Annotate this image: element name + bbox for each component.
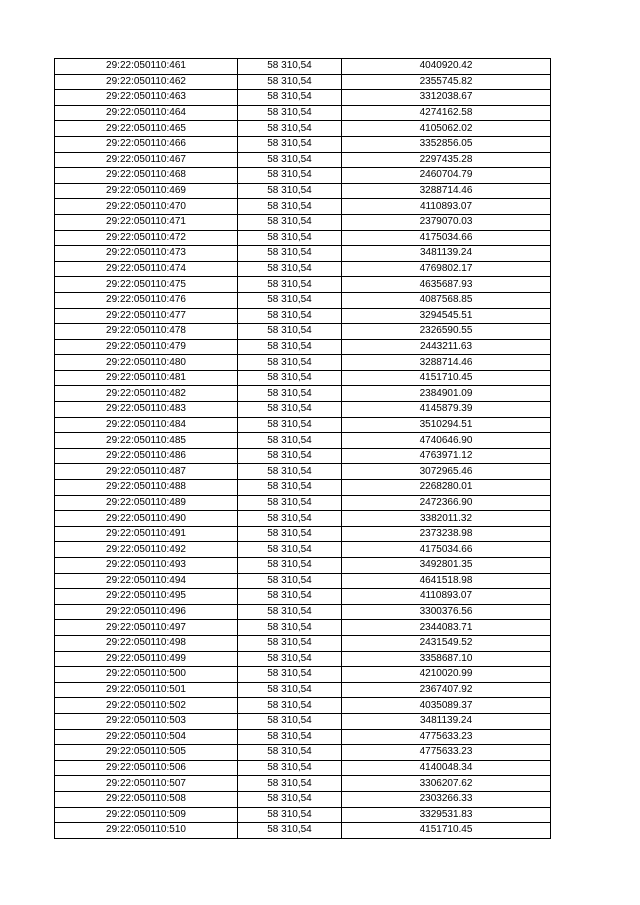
area-cell: 58 310,54 [238, 604, 342, 620]
value-cell: 2460704.79 [342, 168, 551, 184]
area-cell: 58 310,54 [238, 355, 342, 371]
table-row [55, 807, 551, 823]
area-cell: 58 310,54 [238, 59, 342, 75]
value-cell: 3294545.51 [342, 308, 551, 324]
value-cell: 3288714.46 [342, 183, 551, 199]
table-row [55, 105, 551, 121]
value-cell: 4175034.66 [342, 542, 551, 558]
table-row [55, 417, 551, 433]
table-row [55, 526, 551, 542]
area-cell: 58 310,54 [238, 667, 342, 683]
cadastral-number-cell: 29:22:050110:502 [55, 698, 238, 714]
value-cell: 3306207.62 [342, 776, 551, 792]
area-cell: 58 310,54 [238, 74, 342, 90]
value-cell: 3072965.46 [342, 464, 551, 480]
area-cell: 58 310,54 [238, 558, 342, 574]
cadastral-number-cell: 29:22:050110:504 [55, 729, 238, 745]
value-cell: 4151710.45 [342, 823, 551, 839]
table-row [55, 230, 551, 246]
table-row [55, 448, 551, 464]
table-row [55, 433, 551, 449]
cadastral-number-cell: 29:22:050110:472 [55, 230, 238, 246]
value-cell: 4035089.37 [342, 698, 551, 714]
table-row [55, 667, 551, 683]
area-cell: 58 310,54 [238, 324, 342, 340]
value-cell: 4635687.93 [342, 277, 551, 293]
area-cell: 58 310,54 [238, 261, 342, 277]
table-row [55, 558, 551, 574]
cadastral-number-cell: 29:22:050110:477 [55, 308, 238, 324]
table-row [55, 386, 551, 402]
value-cell: 2303266.33 [342, 791, 551, 807]
cadastral-number-cell: 29:22:050110:475 [55, 277, 238, 293]
cadastral-number-cell: 29:22:050110:476 [55, 292, 238, 308]
cadastral-number-cell: 29:22:050110:474 [55, 261, 238, 277]
value-cell: 2373238.98 [342, 526, 551, 542]
cadastral-number-cell: 29:22:050110:484 [55, 417, 238, 433]
table-row [55, 791, 551, 807]
table-row [55, 495, 551, 511]
table-row [55, 308, 551, 324]
area-cell: 58 310,54 [238, 823, 342, 839]
table-row [55, 183, 551, 199]
area-cell: 58 310,54 [238, 183, 342, 199]
table-row [55, 339, 551, 355]
value-cell: 3481139.24 [342, 246, 551, 262]
area-cell: 58 310,54 [238, 277, 342, 293]
value-cell: 4105062.02 [342, 121, 551, 137]
value-cell: 2384901.09 [342, 386, 551, 402]
area-cell: 58 310,54 [238, 698, 342, 714]
cadastral-number-cell: 29:22:050110:505 [55, 745, 238, 761]
cadastral-number-cell: 29:22:050110:478 [55, 324, 238, 340]
table-row [55, 713, 551, 729]
table-row [55, 480, 551, 496]
value-cell: 2326590.55 [342, 324, 551, 340]
table-row [55, 823, 551, 839]
table-row [55, 355, 551, 371]
cadastral-number-cell: 29:22:050110:465 [55, 121, 238, 137]
area-cell: 58 310,54 [238, 386, 342, 402]
value-cell: 4140048.34 [342, 760, 551, 776]
value-cell: 4763971.12 [342, 448, 551, 464]
value-cell: 4769802.17 [342, 261, 551, 277]
area-cell: 58 310,54 [238, 136, 342, 152]
area-cell: 58 310,54 [238, 168, 342, 184]
area-cell: 58 310,54 [238, 152, 342, 168]
table-row [55, 589, 551, 605]
value-cell: 4775633.23 [342, 729, 551, 745]
table-row [55, 402, 551, 418]
table-row [55, 261, 551, 277]
table-row [55, 246, 551, 262]
area-cell: 58 310,54 [238, 589, 342, 605]
value-cell: 3481139.24 [342, 713, 551, 729]
cadastral-number-cell: 29:22:050110:497 [55, 620, 238, 636]
value-cell: 2443211.63 [342, 339, 551, 355]
cadastral-number-cell: 29:22:050110:471 [55, 214, 238, 230]
cadastral-number-cell: 29:22:050110:470 [55, 199, 238, 215]
table-row [55, 620, 551, 636]
cadastral-number-cell: 29:22:050110:483 [55, 402, 238, 418]
value-cell: 3358687.10 [342, 651, 551, 667]
table-row [55, 168, 551, 184]
table-row [55, 573, 551, 589]
area-cell: 58 310,54 [238, 526, 342, 542]
value-cell: 2367407.92 [342, 682, 551, 698]
cadastral-number-cell: 29:22:050110:490 [55, 511, 238, 527]
table-body [55, 59, 551, 839]
area-cell: 58 310,54 [238, 760, 342, 776]
cadastral-number-cell: 29:22:050110:468 [55, 168, 238, 184]
cadastral-number-cell: 29:22:050110:509 [55, 807, 238, 823]
table-row [55, 152, 551, 168]
table-row [55, 59, 551, 75]
cadastral-number-cell: 29:22:050110:469 [55, 183, 238, 199]
cadastral-number-cell: 29:22:050110:489 [55, 495, 238, 511]
area-cell: 58 310,54 [238, 230, 342, 246]
cadastral-number-cell: 29:22:050110:466 [55, 136, 238, 152]
value-cell: 4274162.58 [342, 105, 551, 121]
value-cell: 2379070.03 [342, 214, 551, 230]
table-row [55, 121, 551, 137]
cadastral-number-cell: 29:22:050110:482 [55, 386, 238, 402]
value-cell: 2472366.90 [342, 495, 551, 511]
value-cell: 4641518.98 [342, 573, 551, 589]
table-row [55, 74, 551, 90]
cadastral-number-cell: 29:22:050110:492 [55, 542, 238, 558]
area-cell: 58 310,54 [238, 214, 342, 230]
cadastral-number-cell: 29:22:050110:479 [55, 339, 238, 355]
value-cell: 4151710.45 [342, 370, 551, 386]
cadastral-number-cell: 29:22:050110:506 [55, 760, 238, 776]
value-cell: 4740646.90 [342, 433, 551, 449]
cadastral-number-cell: 29:22:050110:508 [55, 791, 238, 807]
table-row [55, 635, 551, 651]
table-row [55, 292, 551, 308]
cadastral-number-cell: 29:22:050110:462 [55, 74, 238, 90]
area-cell: 58 310,54 [238, 90, 342, 106]
area-cell: 58 310,54 [238, 495, 342, 511]
value-cell: 3352856.05 [342, 136, 551, 152]
cadastral-number-cell: 29:22:050110:503 [55, 713, 238, 729]
cadastral-number-cell: 29:22:050110:473 [55, 246, 238, 262]
area-cell: 58 310,54 [238, 402, 342, 418]
area-cell: 58 310,54 [238, 651, 342, 667]
cadastral-number-cell: 29:22:050110:499 [55, 651, 238, 667]
area-cell: 58 310,54 [238, 370, 342, 386]
area-cell: 58 310,54 [238, 620, 342, 636]
table-row [55, 776, 551, 792]
area-cell: 58 310,54 [238, 682, 342, 698]
cadastral-number-cell: 29:22:050110:495 [55, 589, 238, 605]
table-row [55, 542, 551, 558]
value-cell: 3329531.83 [342, 807, 551, 823]
cadastral-number-cell: 29:22:050110:461 [55, 59, 238, 75]
value-cell: 3382011.32 [342, 511, 551, 527]
value-cell: 4040920.42 [342, 59, 551, 75]
table-row [55, 90, 551, 106]
cadastral-number-cell: 29:22:050110:494 [55, 573, 238, 589]
value-cell: 4175034.66 [342, 230, 551, 246]
cadastral-number-cell: 29:22:050110:480 [55, 355, 238, 371]
area-cell: 58 310,54 [238, 339, 342, 355]
table-row [55, 511, 551, 527]
cadastral-number-cell: 29:22:050110:486 [55, 448, 238, 464]
value-cell: 2344083.71 [342, 620, 551, 636]
value-cell: 3510294.51 [342, 417, 551, 433]
area-cell: 58 310,54 [238, 807, 342, 823]
table-row [55, 651, 551, 667]
area-cell: 58 310,54 [238, 308, 342, 324]
data-table [54, 58, 551, 839]
cadastral-number-cell: 29:22:050110:507 [55, 776, 238, 792]
area-cell: 58 310,54 [238, 542, 342, 558]
cadastral-number-cell: 29:22:050110:501 [55, 682, 238, 698]
area-cell: 58 310,54 [238, 246, 342, 262]
value-cell: 4775633.23 [342, 745, 551, 761]
value-cell: 4145879.39 [342, 402, 551, 418]
cadastral-number-cell: 29:22:050110:500 [55, 667, 238, 683]
value-cell: 3288714.46 [342, 355, 551, 371]
table-row [55, 214, 551, 230]
value-cell: 4110893.07 [342, 199, 551, 215]
area-cell: 58 310,54 [238, 121, 342, 137]
value-cell: 4087568.85 [342, 292, 551, 308]
cadastral-number-cell: 29:22:050110:485 [55, 433, 238, 449]
table-row [55, 277, 551, 293]
table-row [55, 682, 551, 698]
value-cell: 4210020.99 [342, 667, 551, 683]
cadastral-number-cell: 29:22:050110:510 [55, 823, 238, 839]
table-row [55, 136, 551, 152]
area-cell: 58 310,54 [238, 791, 342, 807]
value-cell: 2431549.52 [342, 635, 551, 651]
area-cell: 58 310,54 [238, 417, 342, 433]
area-cell: 58 310,54 [238, 729, 342, 745]
table-row [55, 604, 551, 620]
value-cell: 2268280.01 [342, 480, 551, 496]
value-cell: 2355745.82 [342, 74, 551, 90]
value-cell: 3312038.67 [342, 90, 551, 106]
area-cell: 58 310,54 [238, 105, 342, 121]
value-cell: 4110893.07 [342, 589, 551, 605]
cadastral-number-cell: 29:22:050110:493 [55, 558, 238, 574]
area-cell: 58 310,54 [238, 511, 342, 527]
area-cell: 58 310,54 [238, 480, 342, 496]
area-cell: 58 310,54 [238, 713, 342, 729]
value-cell: 3300376.56 [342, 604, 551, 620]
area-cell: 58 310,54 [238, 292, 342, 308]
table-row [55, 760, 551, 776]
table-row [55, 729, 551, 745]
area-cell: 58 310,54 [238, 776, 342, 792]
table-row [55, 464, 551, 480]
cadastral-number-cell: 29:22:050110:481 [55, 370, 238, 386]
area-cell: 58 310,54 [238, 433, 342, 449]
cadastral-number-cell: 29:22:050110:463 [55, 90, 238, 106]
table-row [55, 324, 551, 340]
table-row [55, 745, 551, 761]
cadastral-number-cell: 29:22:050110:498 [55, 635, 238, 651]
value-cell: 3492801.35 [342, 558, 551, 574]
area-cell: 58 310,54 [238, 448, 342, 464]
cadastral-number-cell: 29:22:050110:496 [55, 604, 238, 620]
cadastral-number-cell: 29:22:050110:464 [55, 105, 238, 121]
area-cell: 58 310,54 [238, 464, 342, 480]
cadastral-number-cell: 29:22:050110:487 [55, 464, 238, 480]
table-row [55, 698, 551, 714]
value-cell: 2297435.28 [342, 152, 551, 168]
cadastral-number-cell: 29:22:050110:488 [55, 480, 238, 496]
table-row [55, 199, 551, 215]
area-cell: 58 310,54 [238, 745, 342, 761]
cadastral-number-cell: 29:22:050110:491 [55, 526, 238, 542]
area-cell: 58 310,54 [238, 573, 342, 589]
area-cell: 58 310,54 [238, 199, 342, 215]
cadastral-number-cell: 29:22:050110:467 [55, 152, 238, 168]
area-cell: 58 310,54 [238, 635, 342, 651]
table-row [55, 370, 551, 386]
